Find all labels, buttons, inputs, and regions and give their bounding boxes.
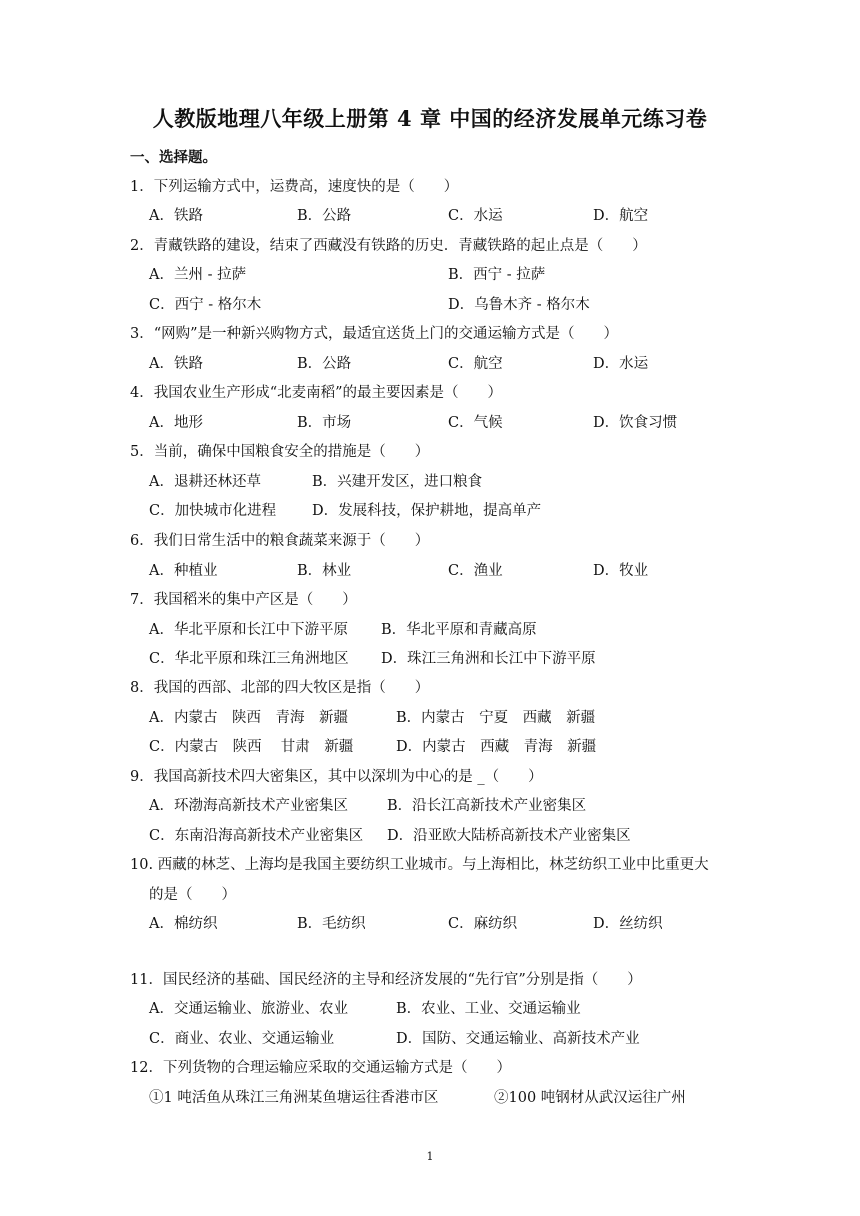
option: C．水运 [448, 208, 503, 224]
question-stem: 12．下列货物的合理运输应采取的交通运输方式是（ ） [130, 1060, 511, 1076]
option: ②100 吨钢材从武汉运往广州 [494, 1090, 686, 1106]
option: C．航空 [448, 356, 503, 372]
option: D．珠江三角洲和长江中下游平原 [381, 651, 596, 667]
question-stem: 3．“网购”是一种新兴购物方式，最适宜送货上门的交通运输方式是（ ） [130, 326, 619, 342]
question-stem-continued: 的是（ ） [149, 887, 236, 903]
option: A．环渤海高新技术产业密集区 [149, 798, 348, 814]
option: D．发展科技，保护耕地，提高单产 [312, 503, 542, 519]
document-title: 人教版地理八年级上册第 4 章 中国的经济发展单元练习卷 [152, 106, 708, 131]
question-stem: 8．我国的西部、北部的四大牧区是指（ ） [130, 680, 430, 696]
option: B．西宁 - 拉萨 [448, 267, 546, 283]
option: D．航空 [593, 208, 649, 224]
option: C．商业、农业、交通运输业 [149, 1031, 335, 1047]
option: A．兰州 - 拉萨 [149, 267, 247, 283]
option: D．内蒙古 西藏 青海 新疆 [396, 739, 597, 755]
option: B．毛纺织 [297, 916, 366, 932]
option: A．铁路 [149, 356, 203, 372]
page-number: 1 [426, 1150, 434, 1163]
option: D．沿亚欧大陆桥高新技术产业密集区 [387, 828, 631, 844]
option: A．交通运输业、旅游业、农业 [149, 1001, 348, 1017]
option: B．农业、工业、交通运输业 [396, 1001, 581, 1017]
question-stem: 11．国民经济的基础、国民经济的主导和经济发展的“先行官”分别是指（ ） [130, 972, 642, 988]
option: D．丝纺织 [593, 916, 663, 932]
option: A．内蒙古 陕西 青海 新疆 [149, 710, 348, 726]
section-heading: 一、选择题。 [130, 149, 217, 166]
option: B．华北平原和青藏高原 [381, 622, 537, 638]
option: C．麻纺织 [448, 916, 518, 932]
question-stem: 7．我国稻米的集中产区是（ ） [130, 592, 357, 608]
option: D．国防、交通运输业、高新技术产业 [396, 1031, 640, 1047]
question-stem: 4．我国农业生产形成“北麦南稻”的最主要因素是（ ） [130, 385, 503, 401]
option: B．兴建开发区，进口粮食 [312, 474, 483, 490]
question-stem: 9．我国高新技术四大密集区，其中以深圳为中心的是 _（ ） [130, 769, 543, 785]
option: C．东南沿海高新技术产业密集区 [149, 828, 364, 844]
question-stem: 10. 西藏的林芝、上海均是我国主要纺织工业城市。与上海相比，林芝纺织工业中比重更大 [130, 857, 709, 873]
option: A．退耕还林还草 [149, 474, 261, 490]
option: ①1 吨活鱼从珠江三角洲某鱼塘运往香港市区 [149, 1090, 439, 1106]
option: D．牧业 [593, 563, 649, 579]
option: C．华北平原和珠江三角洲地区 [149, 651, 349, 667]
question-stem: 2．青藏铁路的建设，结束了西藏没有铁路的历史．青藏铁路的起止点是（ ） [130, 238, 647, 254]
option: B．公路 [297, 356, 352, 372]
option: C．西宁 - 格尔木 [149, 297, 262, 313]
option: C．加快城市化进程 [149, 503, 277, 519]
option: A．棉纺织 [149, 916, 218, 932]
option: B．林业 [297, 563, 352, 579]
option: C．内蒙古 陕西 甘肃 新疆 [149, 739, 354, 755]
option: B．市场 [297, 415, 352, 431]
option: B．公路 [297, 208, 352, 224]
option: B．沿长江高新技术产业密集区 [387, 798, 587, 814]
option: A．种植业 [149, 563, 218, 579]
question-stem: 1．下列运输方式中，运费高，速度快的是（ ） [130, 179, 459, 195]
option: C．气候 [448, 415, 503, 431]
option: A．地形 [149, 415, 203, 431]
option: D．饮食习惯 [593, 415, 678, 431]
option: A．铁路 [149, 208, 203, 224]
option: C．渔业 [448, 563, 503, 579]
option: A．华北平原和长江中下游平原 [149, 622, 348, 638]
option: B．内蒙古 宁夏 西藏 新疆 [396, 710, 596, 726]
option: D．水运 [593, 356, 649, 372]
question-stem: 6．我们日常生活中的粮食蔬菜来源于（ ） [130, 533, 430, 549]
question-stem: 5．当前，确保中国粮食安全的措施是（ ） [130, 444, 430, 460]
option: D．乌鲁木齐 - 格尔木 [448, 297, 590, 313]
